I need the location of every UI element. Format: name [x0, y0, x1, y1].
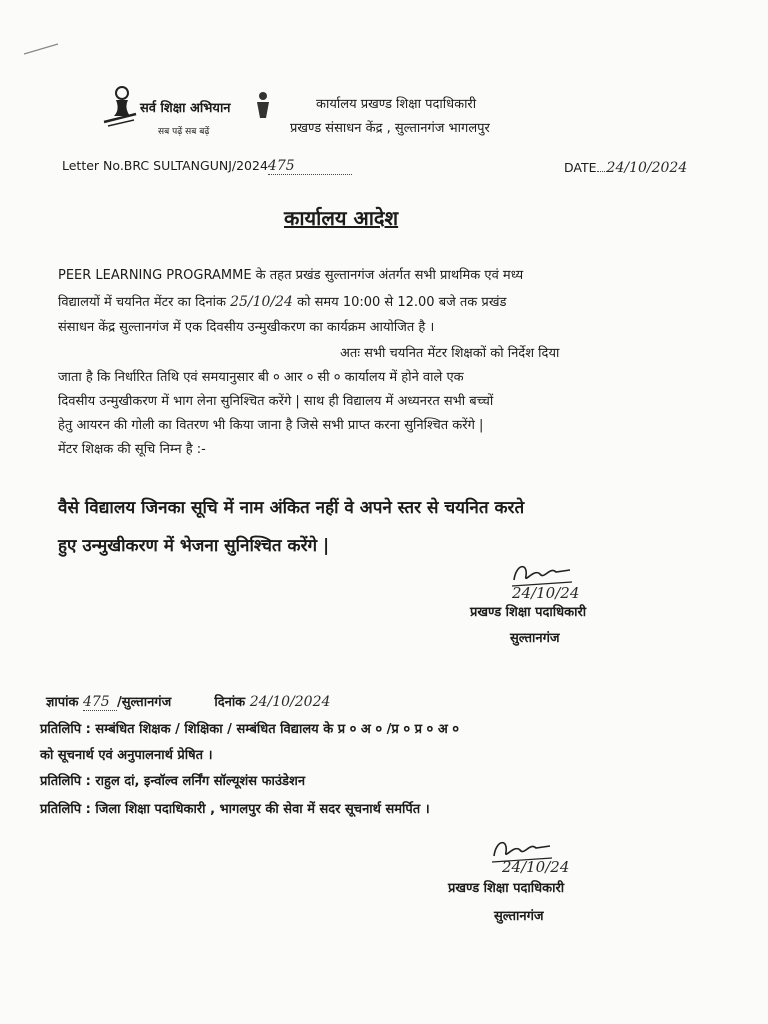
- letter-date: [564, 160, 687, 176]
- signature-2-place: सुल्तानगंज: [494, 909, 544, 924]
- logo-figure-right-icon: [252, 90, 274, 120]
- body-line-2-a: विद्यालयों में चयनित मेंटर का दिनांक: [58, 295, 226, 310]
- body-line-8: मेंटर शिक्षक की सूचि निम्न है :-: [58, 442, 206, 457]
- memo-number: 475: [83, 694, 117, 711]
- body-line-1: PEER LEARNING PROGRAMME के तहत प्रखंड सुल्तानगंज अंतर्गत सभी प्राथमिक एवं मध्य: [58, 268, 524, 283]
- body-line-3: संसाधन केंद्र सुल्तानगंज में एक दिवसीय उन्मुखीकरण का कार्यक्रम आयोजित है ।: [58, 320, 435, 335]
- letter-number: [62, 158, 352, 175]
- office-line-1: कार्यालय प्रखण्ड शिक्षा पदाधिकारी: [316, 97, 477, 112]
- body-line-7: हेतु आयरन की गोली का वितरण भी किया जाना है जिसे सभी प्राप्त करना सुनिश्चित करेंगे |: [58, 418, 484, 433]
- copy-1-line-2: को सूचनार्थ एवं अनुपालनार्थ प्रेषित ।: [40, 748, 213, 763]
- logo-name: सर्व शिक्षा अभियान: [140, 101, 231, 116]
- logo-tagline: सब पढ़ें सब बढ़ें: [158, 127, 210, 137]
- memo-label: ज्ञापांक: [46, 695, 79, 710]
- copy-1-line-1: प्रतिलिपि : सम्बंधित शिक्षक / शिक्षिका / सम्बंधित विद्यालय के प्र ० अ ० /प्र ० प्र ० अ ०: [40, 722, 460, 737]
- signature-2-date: 24/10/24: [502, 858, 570, 876]
- memo-line: ज्ञापांक 475 /सुल्तानगंज दिनांक 24/10/2024: [46, 694, 331, 710]
- copy-3: प्रतिलिपि : जिला शिक्षा पदाधिकारी , भागलपुर की सेवा में सदर सूचनार्थ समर्पित ।: [40, 802, 430, 817]
- ssa-logo: [100, 84, 275, 140]
- letter-date-value: 24/10/2024: [606, 160, 688, 176]
- memo-date-label: दिनांक: [214, 695, 246, 710]
- ssa-logo-figure-icon: [100, 84, 140, 130]
- body-line-6: दिवसीय उन्मुखीकरण में भाग लेना सुनिश्चित करेंगे | साथ ही विद्यालय में अध्यनरत सभी बच्चों: [58, 394, 494, 409]
- letter-number-value: 475: [268, 158, 352, 175]
- signature-1-place: सुल्तानगंज: [510, 631, 560, 646]
- stray-pen-mark: [22, 42, 62, 56]
- letter-number-label: Letter No.BRC SULTANGUNJ/2024: [62, 158, 268, 173]
- signature-2-designation: प्रखण्ड शिक्षा पदाधिकारी: [448, 881, 565, 896]
- page-title: कार्यालय आदेश: [284, 206, 399, 230]
- letter-date-label: DATE: [564, 160, 597, 175]
- notice-line-2: हुए उन्मुखीकरण में भेजना सुनिश्चित करेंगे |: [58, 536, 330, 556]
- office-line-2: प्रखण्ड संसाधन केंद्र , सुल्तानगंज भागलपुर: [290, 121, 490, 136]
- copy-2: प्रतिलिपि : राहुल दां, इन्वॉल्व लर्निंग सॉल्यूशंस फाउंडेशन: [40, 774, 306, 789]
- memo-date-value: 24/10/2024: [249, 694, 331, 710]
- body-line-5: जाता है कि निर्धारित तिथि एवं समयानुसार बी ० आर ० सी ० कार्यालय में होने वाले एक: [58, 370, 464, 385]
- notice-line-1: वैसे विद्यालय जिनका सूचि में नाम अंकित नहीं वे अपने स्तर से चयनित करते: [58, 498, 525, 518]
- signature-1-designation: प्रखण्ड शिक्षा पदाधिकारी: [470, 605, 587, 620]
- body-line-4: अतः सभी चयनित मेंटर शिक्षकों को निर्देश दिया: [340, 346, 560, 361]
- signature-1-date: 24/10/24: [512, 584, 580, 602]
- memo-place: सुल्तानगंज: [121, 695, 172, 710]
- body-line-2-b: को समय 10:00 से 12.00 बजे तक प्रखंड: [297, 295, 507, 310]
- body-line-2-date: 25/10/24: [230, 294, 293, 310]
- body-line-2: [58, 290, 506, 315]
